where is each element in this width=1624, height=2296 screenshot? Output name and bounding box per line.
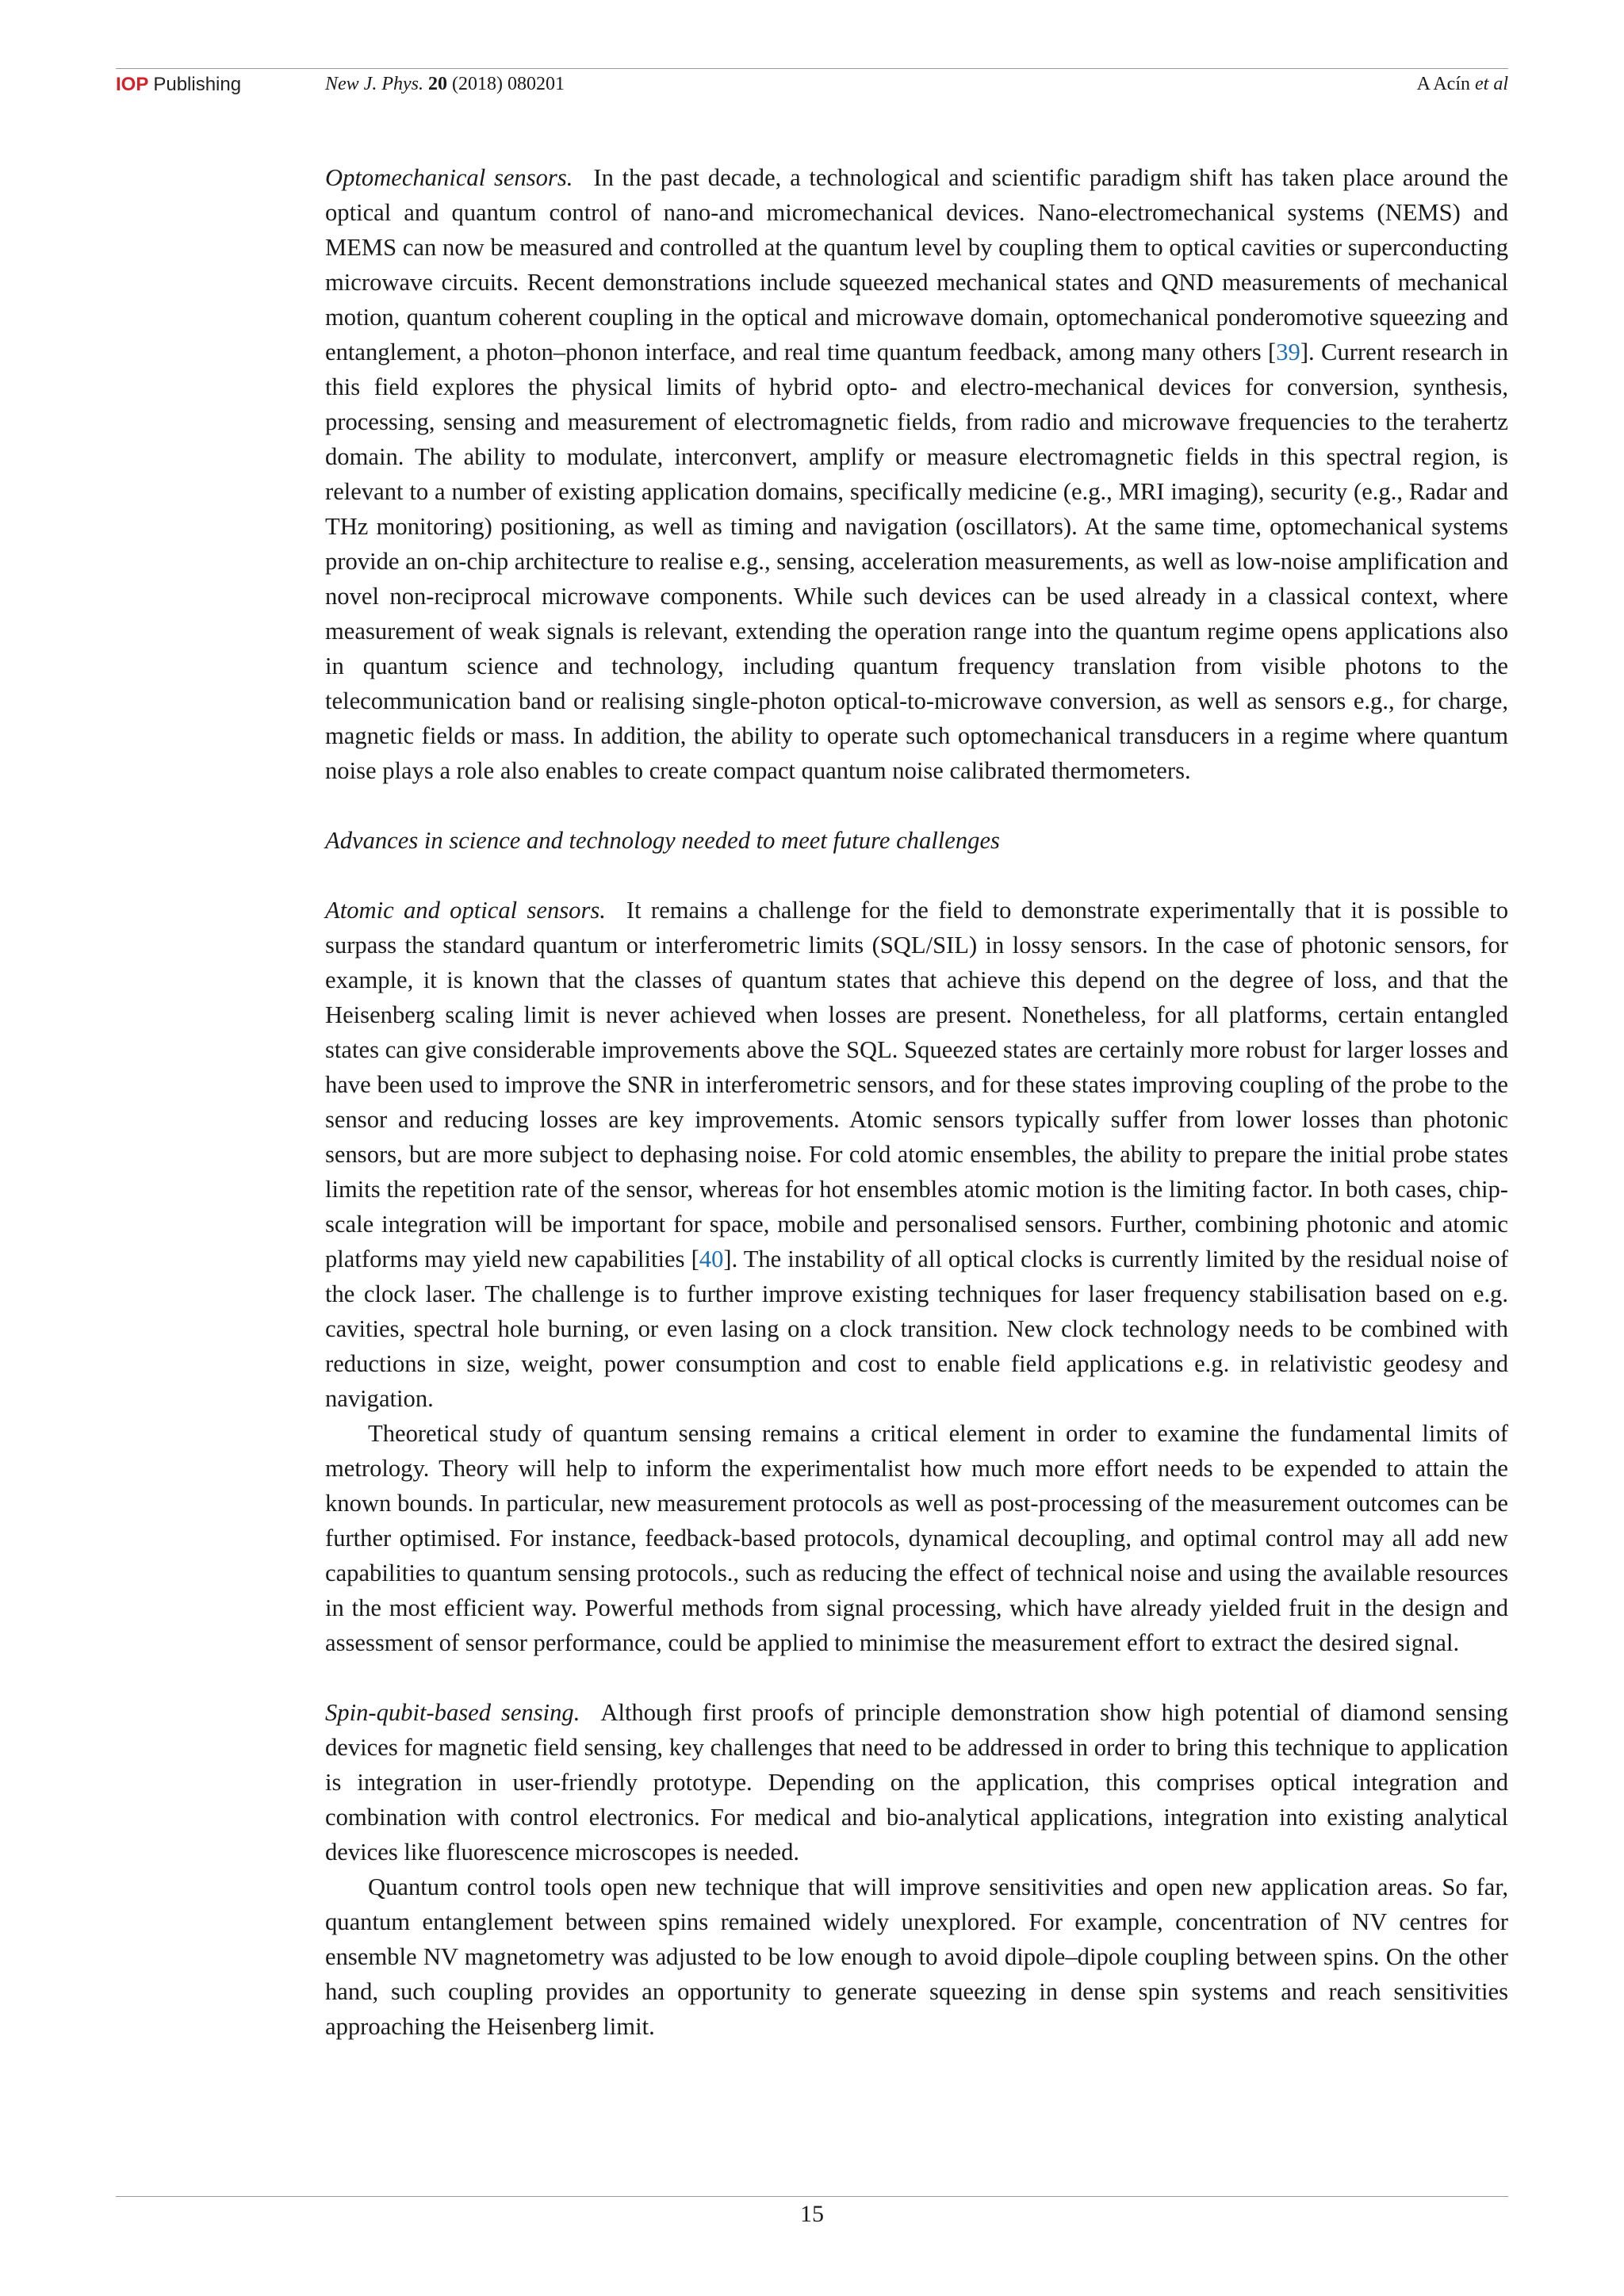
reference-link-39[interactable]: 39 — [1276, 339, 1300, 365]
paragraph-theory: Theoretical study of quantum sensing remains a critical element in order to examine the fundamental limits of metrology. Theory will help to inform the experimentalist how much more effort needs to be expended to attain the known bounds. In particular, new measurement protocols as well as post-processing of the measurement outcomes can be further optimised. For instance, feedback-based protocols, dynamical decoupling, and optimal control may all add new capabilities to quantum sensing protocols., such as reducing the effect of technical noise and using the available resources in the most efficient way. Powerful methods from signal processing, which have already yielded fruit in the design and assessment of sensor performance, could be applied to minimise the measurement effort to extract the desired signal. — [325, 1420, 1508, 1656]
paragraph-spin-qubit — [325, 1695, 1508, 1869]
journal-name: New J. Phys. — [325, 74, 423, 94]
paragraph-text: Although first proofs of principle demonstration show high potential of diamond sensing devices for magnetic field sensing, key challenges that need to be addressed in order to bring this technique to application is integration in user-friendly prototype. Depending on the application, this comprises optical integration and combination with control electronics. For medical and bio-analytical applications, integration into existing analytical devices like fluorescence microscopes is needed. — [325, 1699, 1508, 1866]
publisher-name: Publishing — [153, 74, 242, 95]
run-in-heading-spin: Spin-qubit-based sensing. — [325, 1699, 580, 1726]
article-body — [325, 160, 1508, 2044]
footer-divider — [116, 2196, 1508, 2197]
running-authors — [1417, 74, 1508, 95]
iop-logo-mark: IOP — [116, 74, 149, 95]
paragraph-spacer — [325, 788, 1508, 823]
run-in-heading-atomic: Atomic and optical sensors. — [325, 897, 606, 924]
paragraph-text: ]. The instability of all optical clocks is currently limited by the residual noise of the clock laser. The challenge is to further improve existing techniques for laser frequency stabilisation based on e.g. cavities, spectral hole burning, or even lasing on a clock transition. New clock technology needs to be combined with reductions in size, weight, power consumption and cost to enable field applications e.g. in relativistic geodesy and navigation. — [325, 1246, 1509, 1412]
paragraph-quantum-control: Quantum control tools open new technique that will improve sensitivities and open new application areas. So far, quantum entanglement between spins remained widely unexplored. For example, concentration of NV centres for ensemble NV magnetometry was adjusted to be low enough to avoid dipole–dipole coupling between spins. On the other hand, such coupling provides an opportunity to generate squeezing in dense spin systems and reach sensitivities approaching the Heisenberg limit. — [325, 1873, 1508, 2040]
paragraph-atomic-optical — [325, 893, 1508, 1416]
paragraph-text: It remains a challenge for the field to demonstrate experimentally that it is possible to surpass the standard quantum or interferometric limits (SQL/SIL) in lossy sensors. In the case of photonic sensors, for example, it is known that the classes of quantum states that achieve this depend on the degree of loss, and that the Heisenberg scaling limit is never achieved when losses are present. Nonetheless, for all platforms, certain entangled states can give considerable improvements above the SQL. Squeezed states are certainly more robust for larger losses and have been used to improve the SNR in interferometric sensors, and for these states improving coupling of the probe to the sensor and reducing losses are key improvements. Atomic sensors typically suffer from lower losses than photonic sensors, but are more subject to dephasing noise. For cold atomic ensembles, the ability to prepare the initial probe states limits the repetition rate of the sensor, whereas for hot ensembles atomic motion is the limiting factor. In both cases, chip-scale integration will be important for space, mobile and personalised sensors. Further, combining photonic and atomic platforms may yield new capabilities [ — [325, 897, 1508, 1272]
journal-volume: 20 — [427, 74, 447, 94]
section-heading-advances: Advances in science and technology needed to meet future challenges — [325, 827, 1000, 854]
reference-link-40[interactable]: 40 — [699, 1246, 724, 1272]
paragraph-optomechanical — [325, 160, 1508, 788]
paragraph-text: In the past decade, a technological and scientific paradigm shift has taken place around the optical and quantum control of nano-and micromechanical devices. Nano-electromechanical systems (NEMS) and MEMS can now be measured and controlled at the quantum level by coupling them to optical cavities or superconducting microwave circuits. Recent demonstrations include squeezed mechanical states and QND measurements of mechanical motion, quantum coherent coupling in the optical and microwave domain, optomechanical ponderomotive squeezing and entanglement, a photon–phonon interface, and real time quantum feedback, among many others [ — [325, 164, 1508, 365]
running-header — [116, 68, 1508, 101]
run-in-heading-optomechanical: Optomechanical sensors. — [325, 164, 573, 191]
author-name: A Acín — [1416, 74, 1470, 94]
paragraph-spacer — [325, 858, 1508, 893]
author-et-al: et al — [1475, 74, 1508, 94]
journal-citation — [325, 74, 565, 95]
journal-year-article: (2018) 080201 — [451, 74, 565, 94]
paragraph-spacer — [325, 1660, 1508, 1695]
paragraph-text: ]. Current research in this field explores the physical limits of hybrid opto- and electro-mechanical devices for conversion, synthesis, processing, sensing and measurement of electromagnetic fields, from radio and microwave frequencies to the terahertz domain. The ability to modulate, interconvert, amplify or measure electromagnetic fields in this spectral region, is relevant to a number of existing application domains, specifically medicine (e.g., MRI imaging), security (e.g., Radar and THz monitoring) positioning, as well as timing and navigation (oscillators). At the same time, optomechanical systems provide an on-chip architecture to realise e.g., sensing, acceleration measurements, as well as low-noise amplification and novel non-reciprocal microwave components. While such devices can be used already in a classical context, where measurement of weak signals is relevant, extending the operation range into the quantum regime opens applications also in quantum science and technology, including quantum frequency translation from visible photons to the telecommunication band or realising single-photon optical-to-microwave conversion, as well as sensors e.g., for charge, magnetic fields or mass. In addition, the ability to operate such optomechanical transducers in a regime where quantum noise plays a role also enables to create compact quantum noise calibrated thermometers. — [325, 339, 1508, 784]
publisher-logo[interactable] — [116, 74, 241, 96]
page-number: 15 — [800, 2201, 824, 2227]
